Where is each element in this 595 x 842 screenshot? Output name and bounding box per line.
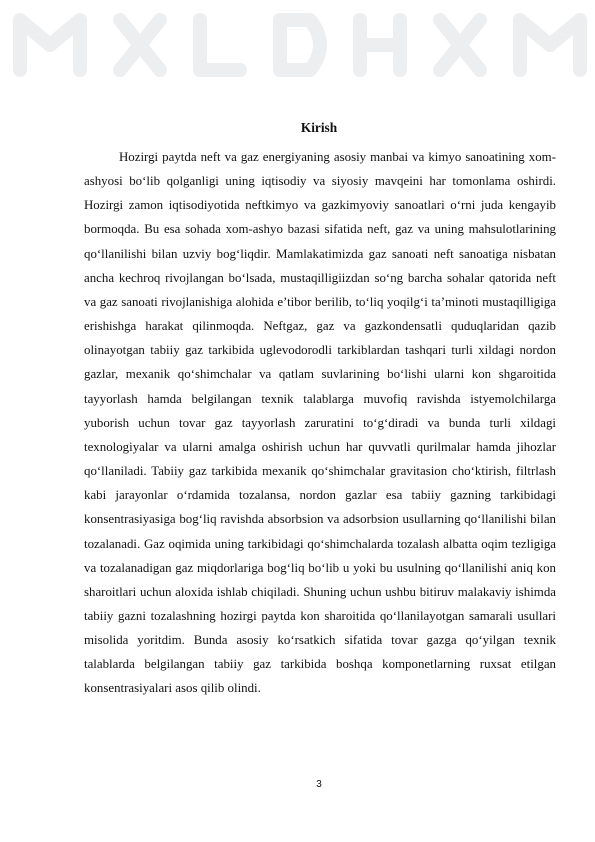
page-number: 3	[316, 779, 322, 790]
page-title: Kirish	[300, 120, 338, 135]
body-paragraph: Hozirgi paytda neft va gaz energiyaning asosiy manbai va kimyo sanoatining xom-ashyosi bo‘lib qolganligi uning iqtisodiy va siyosiy mavqeini har tomonlama oshirdi. Hozirgi zamon iqtisodiyotida neftkimyo va gazkimyoviy sanoatlari o‘rni juda kengayib bormoqda. Bu esa sohada xom-ashyo bazasi sifatida neft, gaz va uning mahsulotlarining qo‘llanilishi bilan uzviy bog‘liqdir. Mamlakatimizda gaz sanoati neft sanoatiga nisbatan ancha kechroq rivojlangan bo‘lsada, mustaqilligiizdan so‘ng barcha sohalar qatorida neft va gaz sanoati rivojlanishiga alohida e’tibor berilib, to‘liq yoqilg‘i ta’minoti mustaqilligiga erishishga harakat qilinmoqda. Neftgaz, gaz va gazkondensatli quduqlaridan qazib olinayotgan tabiiy gaz tarkibida uglevodorodli tarkiblardan tashqari turli xildagi nordon gazlar, mexanik qo‘shimchalar va qatlam suvlarining bo‘lishi ularni kon shgaroitida tayyorlash hamda belgilangan texnik talablarga muvofiq ravishda istyemolchilarga yuborish uchun tovar gaz tayyorlash zaruratini to‘g‘diradi va bunda turli xildagi texnologiyalar va ularni amalga oshirish uchun har quvvatli qurilmalar hamda jihozlar qo‘llaniladi. Tabiiy gaz tarkibida mexanik qo‘shimchalar gravitasion cho‘ktirish, filtrlash kabi jarayonlar o‘rdamida tozalansa, nordon gazlar esa tabiiy gazning tarkibidagi konsentrasiyasiga bog‘liq ravishda absorbsion va adsorbsion usullarning qo‘llanilishi bilan tozalanadi. Gaz oqimida uning tarkibidagi qo‘shimchalarda tozalash albatta oqim tezligiga va tozalanadigan gaz miqdorlariga bog‘liq bo‘lib u yoki bu usulning qo‘llanilishi aniq kon sharoitlari uchun aloxida ishlab chiqiladi. Shuning uchun ushbu bitiruv malakaviy ishimda tabiiy gazni tozalashning hozirgi paytda kon sharoitida qo‘llanilayotgan samarali usullari misolida yoritdim. Bunda asosiy ko‘rsatkich sifatida tovar gazga qo‘yilgan texnik talablarda belgilangan tabiiy gaz tarkibida boshqa komponetlarning ruxsat etilgan konsentrasiyalari asos qilib olindi.	[84, 150, 556, 696]
